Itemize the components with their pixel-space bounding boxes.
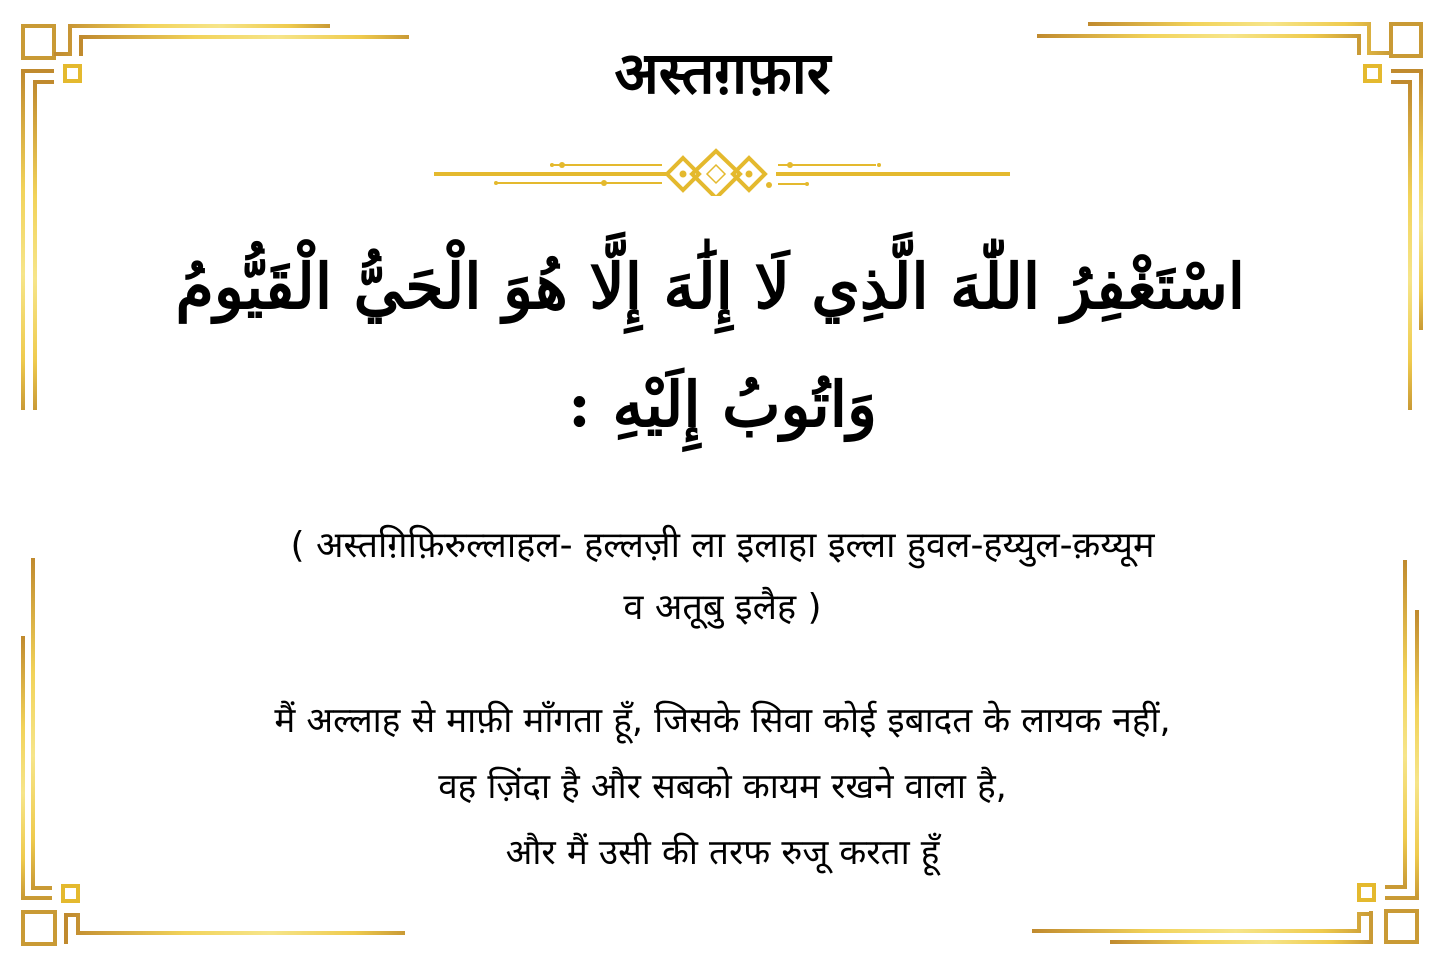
transliteration-line-1: ( अस्तग़िफ़िरुल्लाहल- हल्लज़ी ला इलाहा इल्ला हुवल-हय्युल-क़य्यूम <box>290 525 1155 566</box>
arabic-dua <box>175 228 1245 464</box>
meaning-line-2: वह ज़िंदा है और सबको कायम रखने वाला है, <box>438 767 1007 807</box>
meaning-line-1: मैं अल्लाह से माफ़ी माँगता हूँ, जिसके सिवा कोई इबादत के लायक नहीं, <box>274 701 1171 741</box>
arabic-line-2: وَاتُوبُ إِلَيْهِ : <box>568 368 877 441</box>
diamond-divider-ornament <box>434 146 1014 196</box>
transliteration <box>60 515 1385 639</box>
arabic-line-1: اسْتَغْفِرُ اللّٰهَ الَّذِي لَا إِلَٰهَ إِلَّا هُوَ الْحَيُّ الْقَيُّومُ <box>175 250 1245 323</box>
page-title: अस्तग़फ़ार <box>614 39 831 107</box>
meaning-line-3: और मैं उसी की तरफ रुजू करता हूँ <box>505 833 940 873</box>
transliteration-line-2: व अतूबु इलैह ) <box>623 587 822 628</box>
translation-meaning <box>60 688 1385 886</box>
